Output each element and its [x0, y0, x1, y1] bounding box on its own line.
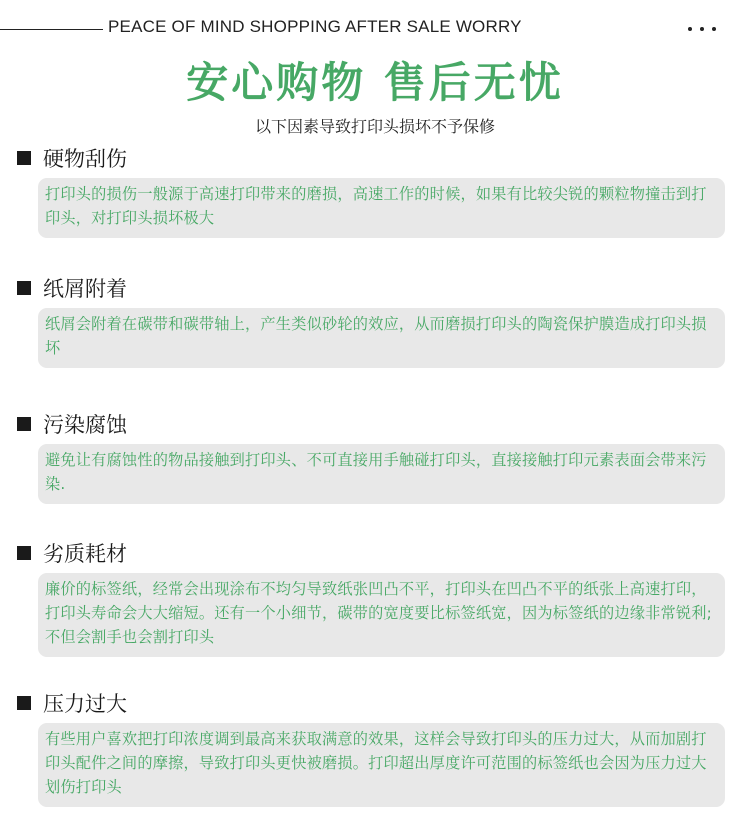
square-bullet-icon	[17, 696, 31, 710]
section-title: 硬物刮伤	[43, 147, 127, 171]
square-bullet-icon	[17, 546, 31, 560]
section-description: 打印头的损伤一般源于高速打印带来的磨损，高速工作的时候，如果有比较尖锐的颗粒物撞击到打印头，对打印头损坏极大	[38, 178, 725, 238]
section-title: 纸屑附着	[43, 277, 127, 301]
square-bullet-icon	[17, 151, 31, 165]
main-title: 安心购物 售后无忧	[186, 58, 564, 107]
section-heading	[17, 274, 725, 302]
square-bullet-icon	[17, 417, 31, 431]
dot-icon	[688, 27, 692, 31]
section-paper-debris	[17, 274, 725, 368]
dot-icon	[712, 27, 716, 31]
section-hard-object-scratch	[17, 144, 725, 238]
section-inferior-consumables	[17, 539, 725, 657]
section-heading	[17, 410, 725, 438]
english-title: PEACE OF MIND SHOPPING AFTER SALE WORRY	[108, 17, 522, 36]
more-options-icon[interactable]	[688, 24, 716, 34]
section-heading	[17, 144, 725, 172]
section-description: 廉价的标签纸，经常会出现涂布不均匀导致纸张凹凸不平，打印头在凹凸不平的纸张上高速打印，打印头寿命会大大缩短。还有一个小细节，碳带的宽度要比标签纸宽，因为标签纸的边缘非常锐利;不但会割手也会割打印头	[38, 573, 725, 657]
section-description: 避免让有腐蚀性的物品接触到打印头、不可直接用手触碰打印头，直接接触打印元素表面会带来污染.	[38, 444, 725, 504]
section-corrosion	[17, 410, 725, 504]
section-excess-pressure	[17, 689, 725, 807]
section-title: 污染腐蚀	[43, 413, 127, 437]
section-heading	[17, 689, 725, 717]
section-description: 纸屑会附着在碳带和碳带轴上，产生类似砂轮的效应，从而磨损打印头的陶瓷保护膜造成打印头损坏	[38, 308, 725, 368]
header-rule-line	[0, 29, 103, 30]
square-bullet-icon	[17, 281, 31, 295]
subtitle: 以下因素导致打印头损坏不予保修	[254, 117, 495, 136]
dot-icon	[700, 27, 704, 31]
section-heading	[17, 539, 725, 567]
section-description: 有些用户喜欢把打印浓度调到最高来获取满意的效果，这样会导致打印头的压力过大，从而加剧打印头配件之间的摩擦，导致打印头更快被磨损。打印超出厚度许可范围的标签纸也会因为压力过大划伤打印头	[38, 723, 725, 807]
section-title: 劣质耗材	[43, 542, 127, 566]
section-title: 压力过大	[43, 692, 127, 716]
